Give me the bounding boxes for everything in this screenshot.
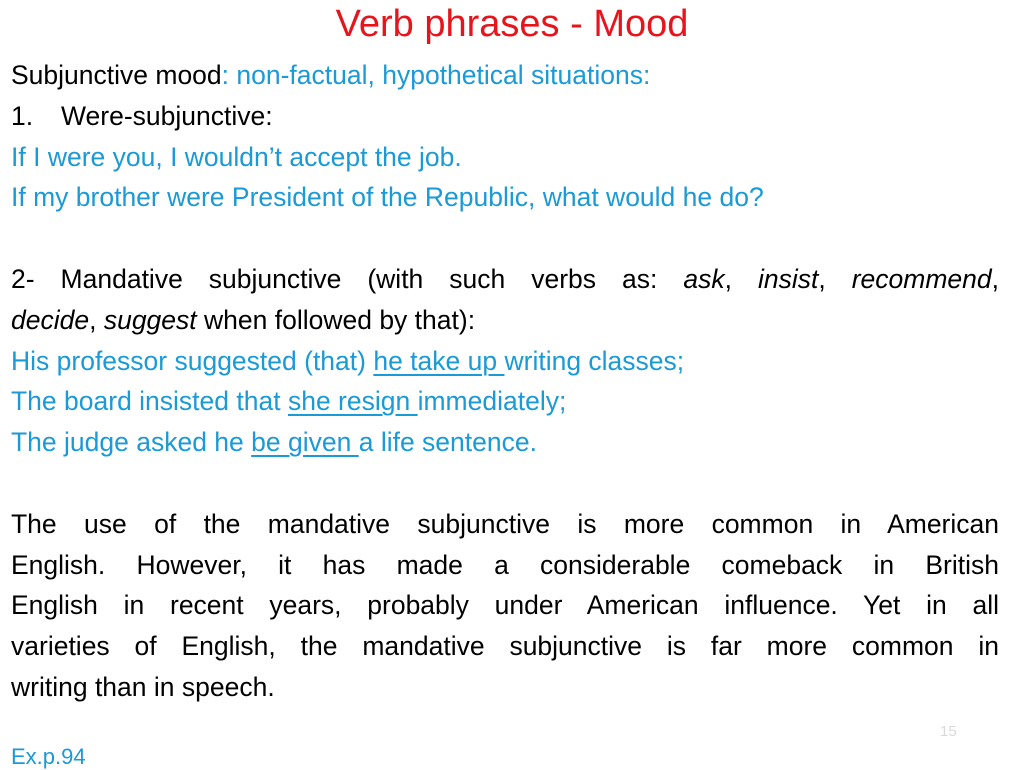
- section2-prefix: 2- Mandative subjunctive (with such verbs as:: [11, 263, 684, 294]
- verb-suggest: suggest: [103, 304, 197, 335]
- section2-suffix: when followed by that):: [196, 304, 476, 335]
- verb-ask: ask: [683, 263, 725, 294]
- paragraph-line-4: varieties of English, the mandative subjunctive is far more common in: [11, 631, 999, 662]
- spacer: [11, 218, 999, 259]
- verb-decide: decide: [11, 304, 90, 335]
- section1-heading-text: Were-subjunctive:: [61, 100, 273, 131]
- example-text: The judge asked he: [11, 427, 252, 458]
- example-text: immediately;: [417, 386, 567, 417]
- page-number: 15: [940, 723, 957, 740]
- separator: ,: [818, 263, 852, 294]
- section2-example-1: [11, 341, 999, 382]
- paragraph-line-2: English. However, it has made a considerable comeback in British: [11, 549, 999, 580]
- example-underlined: be given: [251, 427, 359, 458]
- section1-example-1: If I were you, I wouldn’t accept the job.: [11, 141, 462, 172]
- paragraph-line-3: English in recent years, probably under American influence. Yet in all: [11, 590, 999, 621]
- paragraph-line-1: The use of the mandative subjunctive is more common in American: [11, 508, 999, 539]
- intro-colon: :: [221, 60, 237, 90]
- separator: ,: [724, 263, 758, 294]
- verb-recommend: recommend: [851, 263, 992, 294]
- verb-insist: insist: [757, 263, 819, 294]
- intro-label: Subjunctive mood: [11, 60, 222, 90]
- section1-heading: [11, 96, 999, 137]
- section2-example-2: [11, 381, 999, 422]
- spacer: [11, 463, 999, 504]
- example-text: a life sentence.: [358, 427, 537, 458]
- section2-heading-line1: [11, 259, 999, 300]
- example-text: The board insisted that: [11, 386, 288, 417]
- intro-line: [11, 55, 999, 96]
- section1-example-2: If my brother were President of the Republic, what would he do?: [11, 182, 764, 213]
- paragraph-line-5: writing than in speech.: [11, 671, 275, 702]
- example-text: His professor suggested (that): [11, 345, 374, 376]
- section1-number: 1.: [11, 100, 34, 131]
- section2-example-3: [11, 422, 999, 463]
- separator: ,: [991, 263, 999, 294]
- slide-body: [11, 55, 999, 708]
- example-text: writing classes;: [504, 345, 685, 376]
- intro-definition: non-factual, hypothetical situations:: [236, 60, 651, 90]
- example-underlined: she resign: [287, 386, 418, 417]
- section2-heading-line2: [11, 300, 999, 341]
- example-underlined: he take up: [373, 345, 505, 376]
- slide-title: Verb phrases - Mood: [335, 3, 689, 45]
- exercise-reference: Ex.p.94: [11, 744, 86, 769]
- separator: ,: [89, 304, 104, 335]
